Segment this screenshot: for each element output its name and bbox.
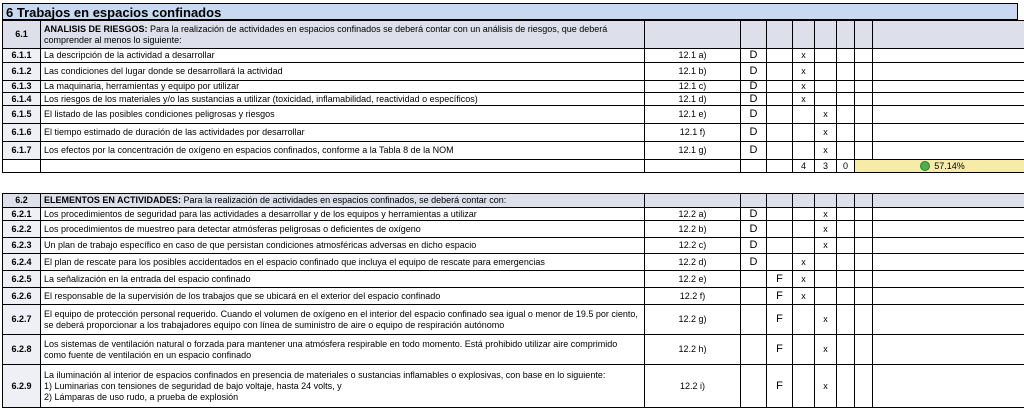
- table-row: [3, 335, 1024, 365]
- check-cell-1[interactable]: x: [793, 271, 815, 288]
- requirement-text[interactable]: El plan de rescate para los posibles accidentados en el espacio confinado que incluya el equipo de rescate para emergencias: [41, 254, 645, 271]
- reference-cell[interactable]: 12.2 d): [645, 254, 741, 271]
- header-cell[interactable]: [793, 21, 815, 49]
- row-number[interactable]: 6.2.2: [3, 221, 41, 238]
- check-cell-3[interactable]: [837, 271, 855, 288]
- check-cell-2[interactable]: [815, 93, 837, 106]
- check-cell-1[interactable]: [793, 221, 815, 238]
- row-number[interactable]: 6.1.4: [3, 93, 41, 106]
- check-cell-4[interactable]: [855, 124, 873, 142]
- row-number[interactable]: 6.2.1: [3, 208, 41, 221]
- header-cell[interactable]: [645, 21, 741, 49]
- total-count-2[interactable]: 3: [815, 160, 837, 173]
- document-mark[interactable]: [741, 335, 767, 365]
- header-cell[interactable]: [815, 194, 837, 208]
- requirement-text[interactable]: Los procedimientos de seguridad para las actividades a desarrollar y de los equipos y herramientas a utilizar: [41, 208, 645, 221]
- physical-mark[interactable]: [767, 81, 793, 93]
- row-number[interactable]: 6.1.2: [3, 63, 41, 81]
- row-number[interactable]: 6.1.1: [3, 49, 41, 63]
- check-cell-2[interactable]: [815, 63, 837, 81]
- requirement-text[interactable]: La descripción de la actividad a desarrollar: [41, 49, 645, 63]
- document-mark[interactable]: D: [741, 254, 767, 271]
- spacer-cell: [767, 160, 793, 173]
- document-mark[interactable]: D: [741, 106, 767, 124]
- header-cell[interactable]: [767, 194, 793, 208]
- row-number[interactable]: 6.2.5: [3, 271, 41, 288]
- physical-mark[interactable]: [767, 238, 793, 254]
- check-cell-2[interactable]: x: [815, 221, 837, 238]
- check-cell-2[interactable]: x: [815, 142, 837, 160]
- check-cell-3[interactable]: [837, 81, 855, 93]
- notes-cell[interactable]: [873, 271, 1024, 288]
- check-cell-2[interactable]: [815, 81, 837, 93]
- table-row: [3, 254, 1024, 271]
- reference-cell[interactable]: 12.1 a): [645, 49, 741, 63]
- notes-cell[interactable]: [873, 305, 1024, 335]
- row-number[interactable]: 6.1.5: [3, 106, 41, 124]
- row-number[interactable]: 6.2.7: [3, 305, 41, 335]
- reference-cell[interactable]: 12.2 h): [645, 335, 741, 365]
- check-cell-3[interactable]: [837, 124, 855, 142]
- row-number[interactable]: 6.1.6: [3, 124, 41, 142]
- check-cell-1[interactable]: x: [793, 63, 815, 81]
- check-cell-4[interactable]: [855, 93, 873, 106]
- reference-cell[interactable]: 12.1 e): [645, 106, 741, 124]
- requirement-text[interactable]: Los procedimientos de muestreo para detectar atmósferas peligrosas o deficientes de oxígeno: [41, 221, 645, 238]
- table-row: [3, 271, 1024, 288]
- reference-cell[interactable]: 12.2 a): [645, 208, 741, 221]
- check-cell-4[interactable]: [855, 305, 873, 335]
- reference-cell[interactable]: 12.2 f): [645, 288, 741, 305]
- table-row: [3, 208, 1024, 221]
- check-cell-2[interactable]: [815, 49, 837, 63]
- check-cell-2[interactable]: x: [815, 106, 837, 124]
- requirement-text[interactable]: El equipo de protección personal requerido. Cuando el volumen de oxígeno en el interior del espacio confinado sea igual o menor de 19.5 por ciento, se deberá proporcionar a los trabajadores equipo con línea de suministro de aire o equipo de respiración autónomo: [41, 305, 645, 335]
- row-number[interactable]: 6.1.3: [3, 81, 41, 93]
- physical-mark[interactable]: F: [767, 271, 793, 288]
- notes-cell[interactable]: [873, 238, 1024, 254]
- notes-cell[interactable]: [873, 106, 1024, 124]
- check-cell-2[interactable]: x: [815, 335, 837, 365]
- reference-cell[interactable]: 12.1 c): [645, 81, 741, 93]
- document-mark[interactable]: D: [741, 63, 767, 81]
- header-cell[interactable]: [855, 194, 873, 208]
- requirement-text[interactable]: Los sistemas de ventilación natural o forzada para mantener una atmósfera respirable en todo momento. Está prohibido utilizar aire comprimido como fuente de ventilación en un espacio confinado: [41, 335, 645, 365]
- section-number[interactable]: 6.1: [3, 21, 41, 49]
- physical-mark[interactable]: F: [767, 305, 793, 335]
- document-mark[interactable]: D: [741, 142, 767, 160]
- header-cell[interactable]: [837, 194, 855, 208]
- check-cell-2[interactable]: x: [815, 208, 837, 221]
- table-row: [3, 49, 1024, 63]
- requirement-text[interactable]: La señalización en la entrada del espacio confinado: [41, 271, 645, 288]
- reference-cell[interactable]: 12.2 e): [645, 271, 741, 288]
- requirement-text[interactable]: La maquinaria, herramientas y equipo por utilizar: [41, 81, 645, 93]
- header-cell[interactable]: [873, 194, 1024, 208]
- spacer-cell: [41, 160, 645, 173]
- reference-cell[interactable]: 12.1 f): [645, 124, 741, 142]
- physical-mark[interactable]: [767, 254, 793, 271]
- check-cell-3[interactable]: [837, 288, 855, 305]
- table-row: [3, 288, 1024, 305]
- notes-cell[interactable]: [873, 124, 1024, 142]
- check-cell-3[interactable]: [837, 221, 855, 238]
- status-dot-icon: [920, 161, 930, 171]
- requirement-text[interactable]: Un plan de trabajo específico en caso de que persistan condiciones atmosféricas adversas en dicho espacio: [41, 238, 645, 254]
- notes-cell[interactable]: [873, 288, 1024, 305]
- notes-cell[interactable]: [873, 93, 1024, 106]
- header-cell[interactable]: [855, 21, 873, 49]
- notes-cell[interactable]: [873, 142, 1024, 160]
- check-cell-4[interactable]: [855, 271, 873, 288]
- section-heading[interactable]: [41, 21, 645, 49]
- row-number[interactable]: 6.2.3: [3, 238, 41, 254]
- requirement-text[interactable]: El tiempo estimado de duración de las actividades por desarrollar: [41, 124, 645, 142]
- document-mark[interactable]: D: [741, 93, 767, 106]
- table-row: [3, 305, 1024, 335]
- check-cell-1[interactable]: [793, 124, 815, 142]
- document-mark[interactable]: [741, 305, 767, 335]
- physical-mark[interactable]: [767, 208, 793, 221]
- requirement-text[interactable]: El responsable de la supervisión de los trabajos que se ubicará en el exterior del espacio confinado: [41, 288, 645, 305]
- check-cell-4[interactable]: [855, 238, 873, 254]
- physical-mark[interactable]: F: [767, 365, 793, 408]
- document-mark[interactable]: [741, 365, 767, 408]
- check-cell-4[interactable]: [855, 221, 873, 238]
- notes-cell[interactable]: [873, 365, 1024, 408]
- check-cell-1[interactable]: [793, 142, 815, 160]
- check-cell-3[interactable]: [837, 49, 855, 63]
- check-cell-1[interactable]: [793, 106, 815, 124]
- header-cell[interactable]: [741, 21, 767, 49]
- section-heading[interactable]: [41, 194, 645, 208]
- check-cell-3[interactable]: [837, 106, 855, 124]
- header-cell[interactable]: [793, 194, 815, 208]
- spacer-cell: [3, 160, 41, 173]
- row-number[interactable]: 6.2.8: [3, 335, 41, 365]
- physical-mark[interactable]: [767, 221, 793, 238]
- header-cell[interactable]: [645, 194, 741, 208]
- header-cell[interactable]: [815, 21, 837, 49]
- section-heading-text: Para la realización de actividades en espacios confinados, se deberá contar con:: [181, 195, 506, 205]
- section-title: 6 Trabajos en espacios confinados: [2, 3, 1018, 20]
- header-cell[interactable]: [873, 21, 1024, 49]
- table-row: [3, 365, 1024, 408]
- document-mark[interactable]: D: [741, 238, 767, 254]
- physical-mark[interactable]: [767, 124, 793, 142]
- notes-cell[interactable]: [873, 208, 1024, 221]
- check-cell-2[interactable]: [815, 271, 837, 288]
- section-heading-label: ELEMENTOS EN ACTIVIDADES:: [44, 195, 181, 205]
- check-cell-2[interactable]: x: [815, 305, 837, 335]
- check-cell-3[interactable]: [837, 365, 855, 408]
- reference-cell[interactable]: 12.1 d): [645, 93, 741, 106]
- reference-cell[interactable]: 12.2 c): [645, 238, 741, 254]
- check-cell-1[interactable]: [793, 305, 815, 335]
- check-cell-4[interactable]: [855, 81, 873, 93]
- header-cell[interactable]: [741, 194, 767, 208]
- check-cell-1[interactable]: x: [793, 81, 815, 93]
- requirement-text[interactable]: Las condiciones del lugar donde se desarrollará la actividad: [41, 63, 645, 81]
- check-cell-1[interactable]: x: [793, 254, 815, 271]
- notes-cell[interactable]: [873, 49, 1024, 63]
- requirement-text[interactable]: La iluminación al interior de espacios confinados en presencia de materiales o sustancias inflamables o explosivas, con base en lo siguiente: 1) Luminarias con tensiones de seguridad de bajo voltaje, hasta 24 volts, y 2) Lámparas de uso rudo, a prueba de explosión: [41, 365, 645, 408]
- check-cell-4[interactable]: [855, 288, 873, 305]
- requirement-text[interactable]: Los efectos por la concentración de oxígeno en espacios confinados, conforme a la Tabla 8 de la NOM: [41, 142, 645, 160]
- check-cell-1[interactable]: [793, 365, 815, 408]
- check-cell-2[interactable]: x: [815, 238, 837, 254]
- table-row: [3, 93, 1024, 106]
- check-cell-2[interactable]: x: [815, 365, 837, 408]
- document-mark[interactable]: D: [741, 49, 767, 63]
- notes-cell[interactable]: [873, 63, 1024, 81]
- check-cell-1[interactable]: [793, 335, 815, 365]
- reference-cell[interactable]: 12.2 b): [645, 221, 741, 238]
- row-number[interactable]: 6.2.6: [3, 288, 41, 305]
- spacer-cell: [741, 160, 767, 173]
- table-row: [3, 81, 1024, 93]
- check-cell-1[interactable]: x: [793, 49, 815, 63]
- percentage-value: 57.14%: [934, 161, 965, 171]
- check-cell-4[interactable]: [855, 49, 873, 63]
- check-cell-1[interactable]: x: [793, 93, 815, 106]
- notes-cell[interactable]: [873, 221, 1024, 238]
- requirement-text[interactable]: El listado de las posibles condiciones peligrosas y riesgos: [41, 106, 645, 124]
- physical-mark[interactable]: F: [767, 335, 793, 365]
- check-cell-3[interactable]: [837, 93, 855, 106]
- table-row: [3, 142, 1024, 160]
- section-heading-text: Para la realización de actividades en espacios confinados se deberá contar con un análisis de riesgos, que deberá comprender al menos lo siguiente:: [44, 24, 607, 45]
- check-cell-1[interactable]: [793, 238, 815, 254]
- document-mark[interactable]: [741, 288, 767, 305]
- physical-mark[interactable]: [767, 106, 793, 124]
- reference-cell[interactable]: 12.1 g): [645, 142, 741, 160]
- check-cell-4[interactable]: [855, 106, 873, 124]
- check-cell-4[interactable]: [855, 142, 873, 160]
- check-cell-4[interactable]: [855, 365, 873, 408]
- table-row: [3, 238, 1024, 254]
- document-mark[interactable]: [741, 271, 767, 288]
- physical-mark[interactable]: [767, 93, 793, 106]
- section-heading-label: ANALISIS DE RIESGOS:: [44, 24, 148, 34]
- check-cell-4[interactable]: [855, 208, 873, 221]
- notes-cell[interactable]: [873, 335, 1024, 365]
- reference-cell[interactable]: 12.1 b): [645, 63, 741, 81]
- table-row: [3, 221, 1024, 238]
- section-number[interactable]: 6.2: [3, 194, 41, 208]
- check-cell-4[interactable]: [855, 63, 873, 81]
- check-cell-3[interactable]: [837, 305, 855, 335]
- reference-cell[interactable]: 12.2 g): [645, 305, 741, 335]
- check-cell-3[interactable]: [837, 208, 855, 221]
- row-number[interactable]: 6.2.4: [3, 254, 41, 271]
- check-cell-3[interactable]: [837, 142, 855, 160]
- row-number[interactable]: 6.1.7: [3, 142, 41, 160]
- check-cell-3[interactable]: [837, 254, 855, 271]
- notes-cell[interactable]: [873, 81, 1024, 93]
- check-cell-2[interactable]: [815, 288, 837, 305]
- check-cell-2[interactable]: [815, 254, 837, 271]
- document-mark[interactable]: D: [741, 208, 767, 221]
- check-cell-3[interactable]: [837, 335, 855, 365]
- document-mark[interactable]: D: [741, 81, 767, 93]
- total-count-3[interactable]: 0: [837, 160, 855, 173]
- spacer-cell: [645, 160, 741, 173]
- check-cell-3[interactable]: [837, 63, 855, 81]
- table-row: [3, 124, 1024, 142]
- document-mark[interactable]: D: [741, 221, 767, 238]
- physical-mark[interactable]: F: [767, 288, 793, 305]
- check-cell-1[interactable]: [793, 208, 815, 221]
- header-cell[interactable]: [767, 21, 793, 49]
- document-mark[interactable]: D: [741, 124, 767, 142]
- requirement-text[interactable]: Los riesgos de los materiales y/o las sustancias a utilizar (toxicidad, inflamabilidad, reactividad o específicos): [41, 93, 645, 106]
- check-cell-1[interactable]: x: [793, 288, 815, 305]
- check-cell-4[interactable]: [855, 335, 873, 365]
- check-cell-2[interactable]: x: [815, 124, 837, 142]
- physical-mark[interactable]: [767, 142, 793, 160]
- physical-mark[interactable]: [767, 63, 793, 81]
- table-row: [3, 63, 1024, 81]
- header-cell[interactable]: [837, 21, 855, 49]
- notes-cell[interactable]: [873, 254, 1024, 271]
- row-number[interactable]: 6.2.9: [3, 365, 41, 408]
- compliance-percentage[interactable]: [855, 160, 1024, 173]
- physical-mark[interactable]: [767, 49, 793, 63]
- check-cell-4[interactable]: [855, 254, 873, 271]
- total-count-1[interactable]: 4: [793, 160, 815, 173]
- reference-cell[interactable]: 12.2 i): [645, 365, 741, 408]
- table-row: [3, 106, 1024, 124]
- check-cell-3[interactable]: [837, 238, 855, 254]
